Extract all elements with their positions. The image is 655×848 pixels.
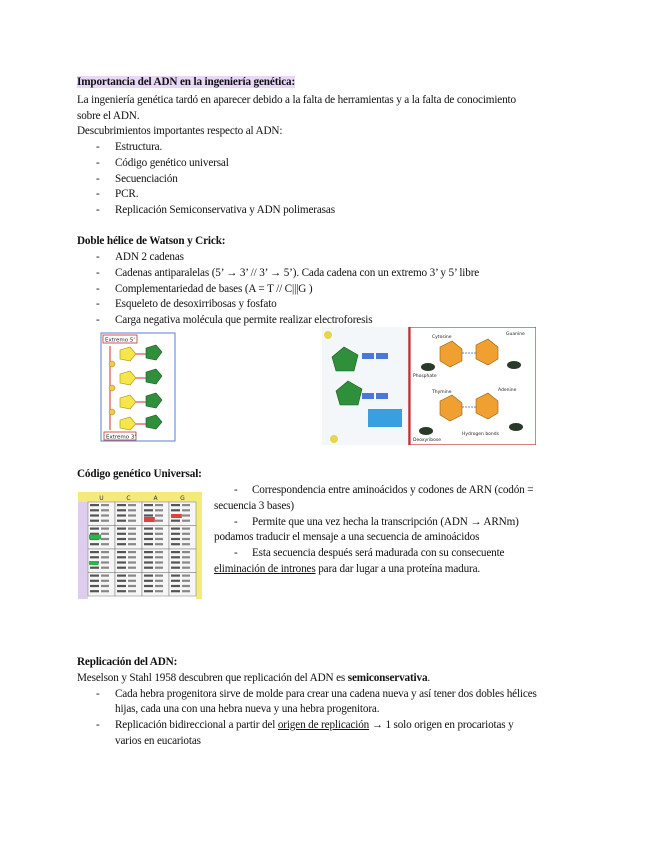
list-item: Cadenas antiparalelas (5’ → 3’ // 3’ → 5’). Cada cadena con un extremo 3’ y 5’ libre [115,267,480,279]
list-dash: - [234,484,238,496]
table-header-cell: C [126,495,131,502]
list-item: ADN 2 cadenas [115,251,184,263]
genetic-code-table [78,492,202,599]
svg-text:Thymine: Thymine [432,390,452,395]
section-title-replicacion: Replicación del ADN: [77,656,178,668]
base-pairing-svg [322,327,536,445]
list-item-cont: podamos traducir el mensaje a una secuencia de aminoácidos [214,531,480,543]
list-dash: - [234,547,238,559]
list-item: Complementariedad de bases (A = T // C|||G ) [115,283,313,295]
base-pairing-figure [322,327,536,445]
dna-strand-svg [100,332,176,442]
list-dash: - [96,141,100,153]
list-dash: - [96,157,100,169]
list-item: Replicación Semiconservativa y ADN polimerasas [115,204,335,216]
list-item: Correspondencia entre aminoácidos y codones de ARN (codón = [252,484,534,496]
svg-text:Deoxyribose: Deoxyribose [413,438,441,443]
table-header-cell: A [153,495,158,502]
list-dash: - [96,251,100,263]
svg-text:Phosphate: Phosphate [413,374,437,379]
table-header-cell: G [180,495,185,502]
list-item: Esqueleto de desoxirribosas y fosfato [115,298,277,310]
list-item-cont: secuencia 3 bases) [214,500,294,512]
table-header-cell: U [99,495,104,502]
label-extremo-5: Extremo 5' [105,337,135,344]
list-dash: - [96,688,100,700]
list-dash: - [234,516,238,528]
list-item: Cada hebra progenitora sirve de molde para crear una cadena nueva y así tener dos dobles hélices [115,688,537,700]
list-item-cont: varios en eucariotas [115,735,201,747]
list-item: Secuenciación [115,173,178,185]
list-item: Código genético universal [115,157,229,169]
paragraph-line: Meselson y Stahl 1958 descubren que replicación del ADN es semiconservativa. [77,672,431,684]
section-title-codigo: Código genético Universal: [77,468,202,480]
paragraph-line: sobre el ADN. [77,110,140,122]
list-item: Estructura. [115,141,163,153]
list-dash: - [96,204,100,216]
list-item-cont: eliminación de intrones para dar lugar a una proteína madura. [214,563,481,575]
list-item: Replicación bidireccional a partir del origen de replicación → 1 solo origen en procariotas y [115,719,514,731]
label-extremo-3: Extremo 3' [106,434,136,441]
svg-text:Hydrogen bonds: Hydrogen bonds [462,432,499,437]
list-dash: - [96,719,100,731]
svg-text:Guanine: Guanine [506,332,525,337]
paragraph-line: La ingeniería genética tardó en aparecer debido a la falta de herramientas y a la falta de conocimiento [77,94,516,106]
list-dash: - [96,188,100,200]
list-item: Carga negativa molécula que permite realizar electroforesis [115,314,373,326]
list-dash: - [96,314,100,326]
list-dash: - [96,173,100,185]
list-item: Esta secuencia después será madurada con su consecuente [252,547,505,559]
list-item: PCR. [115,188,139,200]
list-item: Permite que una vez hecha la transcripción (ADN → ARNm) [252,516,519,528]
svg-text:Cytosine: Cytosine [432,335,452,340]
paragraph-line: Descubrimientos importantes respecto al ADN: [77,125,283,137]
list-item-cont: hijas, cada una con una hebra nueva y una hebra progenitora. [115,703,380,715]
section-title-doble-helice: Doble hélice de Watson y Crick: [77,235,226,247]
list-dash: - [96,298,100,310]
section-title-importancia: Importancia del ADN en la ingeniería genética: [77,76,296,88]
svg-text:Adenine: Adenine [498,388,517,393]
list-dash: - [96,283,100,295]
dna-strand-figure [100,332,176,442]
genetic-code-table-svg [78,492,202,599]
list-dash: - [96,267,100,279]
